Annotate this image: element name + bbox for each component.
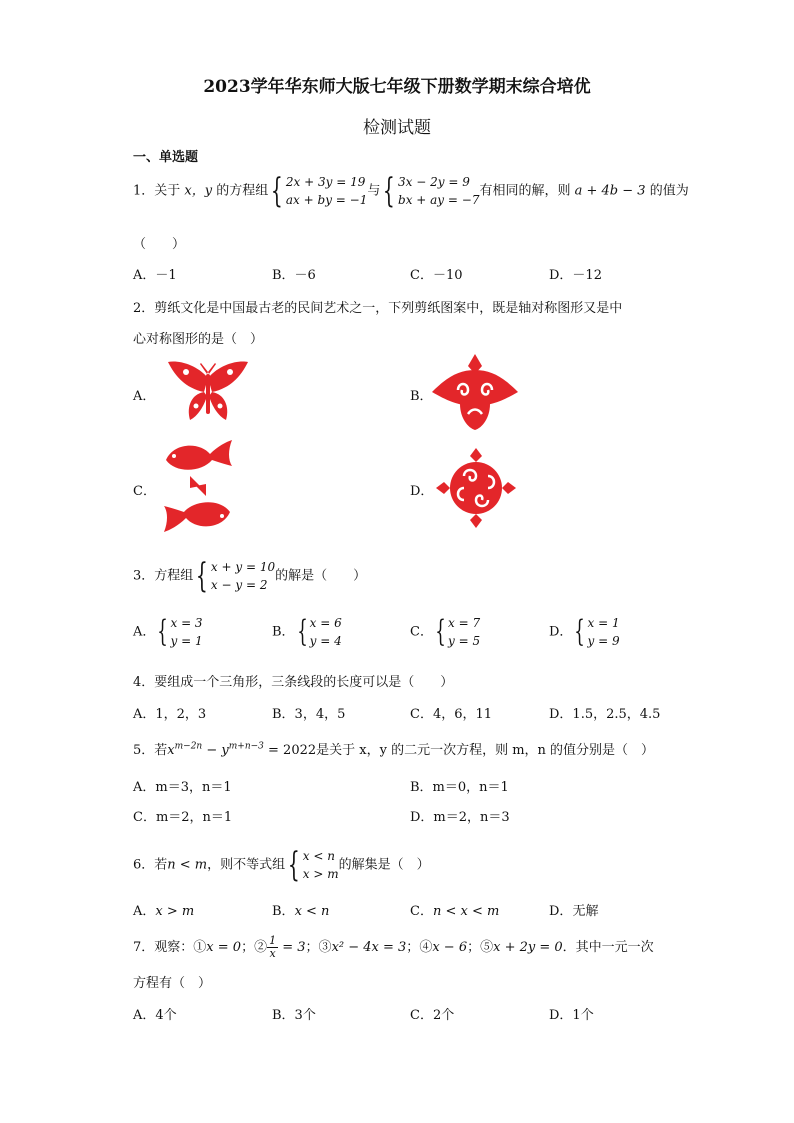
symmetric-cloud-papercut-image[interactable] — [434, 446, 518, 530]
q4-option-c[interactable]: C．4，6，11 — [410, 707, 493, 722]
q3-option-a[interactable]: A． { x = 3 y = 1 — [133, 614, 203, 649]
equation: $x^{m-2n} - y^{m+n-3} = 2022$ — [167, 741, 317, 758]
question-3: 3．方程组 { x + y = 10 x − y = 2 的解是（ ） — [133, 556, 367, 596]
inequality-system: { x < n x > m — [288, 845, 339, 885]
section-heading: 一、单选题 — [133, 150, 199, 165]
q1-option-c[interactable]: C．－10 — [410, 268, 463, 283]
q6-option-b[interactable]: B．x < n — [272, 904, 330, 919]
question-1-paren: （ ） — [133, 237, 186, 252]
question-4: 4．要组成一个三角形，三条线段的长度可以是（ ） — [133, 675, 454, 690]
q7-option-c[interactable]: C．2个 — [410, 1008, 455, 1023]
equation-system: { x + y = 10 x − y = 2 — [196, 556, 276, 596]
question-1: 1．关于 x，y 的方程组 { 2x + 3y = 19 ax + by = −1 与 { 3x − 2y = 9 bx + ay = −7 有相同的解，则 a + 4b − 3 的值为 — [133, 171, 689, 211]
q5-option-d[interactable]: D．m＝2，n＝3 — [410, 810, 510, 825]
q1-option-d[interactable]: D．－12 — [549, 268, 602, 283]
q5-option-a[interactable]: A．m＝3，n＝1 — [133, 780, 232, 795]
q5-option-b[interactable]: B．m＝0，n＝1 — [410, 780, 509, 795]
q2-option-b-label[interactable]: B． — [410, 389, 433, 404]
fraction: $\frac{1}{x}$ — [269, 934, 277, 960]
q7-option-b[interactable]: B．3个 — [272, 1008, 316, 1023]
question-6: 6．若n < m，则不等式组 { x < n x > m 的解集是（ ） — [133, 845, 430, 885]
q2-option-d-label[interactable]: D． — [410, 484, 434, 499]
q6-option-a[interactable]: A．x > m — [133, 904, 195, 919]
q4-option-b[interactable]: B．3，4，5 — [272, 707, 346, 722]
q3-option-b[interactable]: B． { x = 6 y = 4 — [272, 614, 342, 649]
q3-option-c[interactable]: C． { x = 7 y = 5 — [410, 614, 481, 649]
q6-option-c[interactable]: C．n < x < m — [410, 904, 500, 919]
question-5: 5．若$x^{m-2n} - y^{m+n-3} = 2022$是关于 x，y 的二元一次方程，则 m，n 的值分别是（ ） — [133, 741, 655, 758]
equation-system: { 2x + 3y = 19 ax + by = −1 — [271, 171, 368, 211]
q6-option-d[interactable]: D．无解 — [549, 904, 599, 919]
q7-option-a[interactable]: A．4个 — [133, 1008, 177, 1023]
question-7: 7．观察：①x = 0；② $\frac{1}{x}$ = 3；③x² − 4x = 3；④x − 6；⑤x + 2y = 0．其中一元一次 — [133, 934, 654, 960]
q3-option-d[interactable]: D． { x = 1 y = 9 — [549, 614, 620, 649]
page-subtitle: 检测试题 — [363, 118, 431, 138]
page-title: 2023学年华东师大版七年级下册数学期末综合培优 — [203, 77, 591, 97]
question-2-line1: 2．剪纸文化是中国最古老的民间艺术之一，下列剪纸图案中，既是轴对称图形又是中 — [133, 301, 623, 316]
two-fish-papercut-image[interactable] — [160, 436, 236, 536]
q4-option-d[interactable]: D．1.5，2.5，4.5 — [549, 707, 661, 722]
q2-option-c-label[interactable]: C． — [133, 484, 156, 499]
cloud-pattern-papercut-image[interactable] — [430, 352, 520, 432]
q2-option-a-label[interactable]: A． — [133, 389, 156, 404]
butterfly-papercut-image[interactable] — [166, 360, 250, 424]
q5-option-c[interactable]: C．m＝2，n＝1 — [133, 810, 233, 825]
q1-option-a[interactable]: A．－1 — [133, 268, 177, 283]
q7-option-d[interactable]: D．1个 — [549, 1008, 594, 1023]
question-7-line2: 方程有（ ） — [133, 976, 212, 991]
q4-option-a[interactable]: A．1，2，3 — [133, 707, 207, 722]
equation-system: { 3x − 2y = 9 bx + ay = −7 — [383, 171, 480, 211]
q1-option-b[interactable]: B．－6 — [272, 268, 316, 283]
question-2-line2: 心对称图形的是（ ） — [133, 332, 264, 347]
